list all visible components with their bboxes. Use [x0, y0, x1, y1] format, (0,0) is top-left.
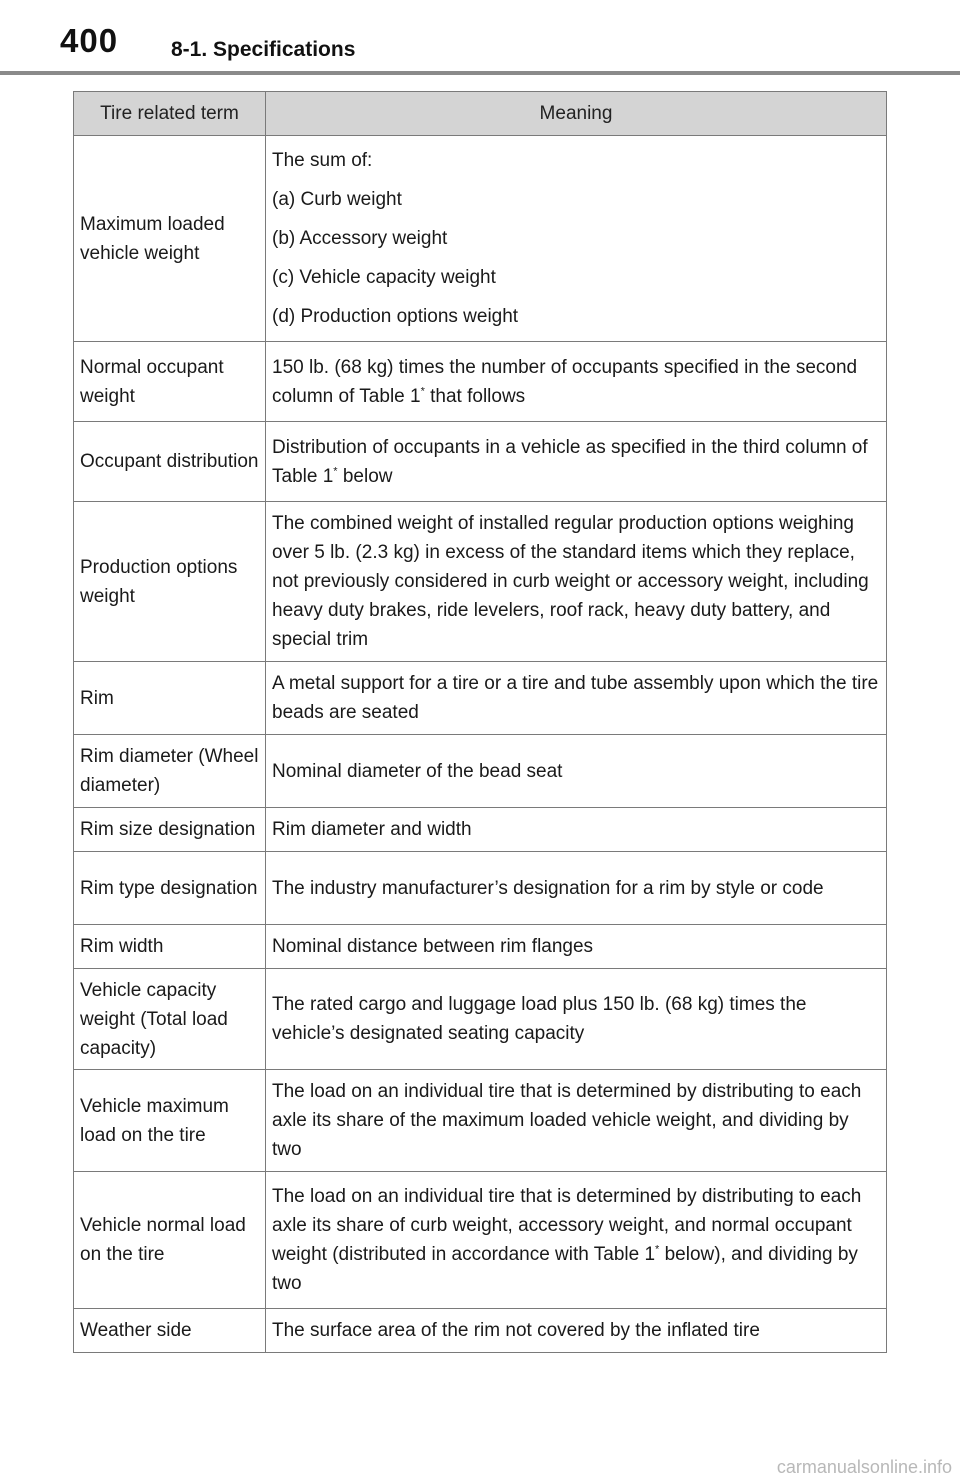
term-cell: Normal occupant weight: [74, 342, 266, 422]
term-cell: Rim type designation: [74, 852, 266, 925]
table-row: [74, 808, 887, 852]
table-header-row: [74, 92, 887, 136]
meaning-text: 150 lb. (68 kg) times the number of occupants specified in the second column of Table 1: [272, 356, 858, 407]
term-cell: Rim diameter (Wheel diameter): [74, 735, 266, 808]
meaning-cell: The surface area of the rim not covered by the inflated tire: [266, 1309, 887, 1353]
table-row: [74, 422, 887, 502]
table-row: [74, 925, 887, 969]
meaning-line: The sum of:: [272, 150, 373, 171]
table-row: [74, 735, 887, 808]
meaning-line: (c) Vehicle capacity weight: [272, 267, 496, 288]
table-row: [74, 502, 887, 662]
term-cell: Rim width: [74, 925, 266, 969]
table-row: [74, 342, 887, 422]
section-title: 8-1. Specifications: [171, 38, 356, 61]
table-row: [74, 1309, 887, 1353]
term-cell: Rim size designation: [74, 808, 266, 852]
tire-terms-table: [73, 91, 887, 1353]
term-cell: Vehicle capacity weight (Total load capacity): [74, 969, 266, 1070]
meaning-text: Distribution of occupants in a vehicle as specified in the third column of Table 1: [272, 436, 868, 487]
meaning-cell: [266, 136, 887, 342]
meaning-line: (d) Production options weight: [272, 306, 519, 327]
footnote-asterisk: *: [420, 385, 425, 398]
meaning-line: (a) Curb weight: [272, 189, 402, 210]
meaning-text-cont: below), and dividing by two: [272, 1244, 858, 1294]
page-number: 400: [60, 22, 119, 59]
meaning-cell: [266, 342, 887, 422]
meaning-cell: Rim diameter and width: [266, 808, 887, 852]
term-cell: Vehicle normal load on the tire: [74, 1172, 266, 1309]
meaning-cell: Nominal diameter of the bead seat: [266, 735, 887, 808]
term-cell: Maximum loaded vehicle weight: [74, 136, 266, 342]
table-row: [74, 136, 887, 342]
meaning-cell: The rated cargo and luggage load plus 150 lb. (68 kg) times the vehicle’s designated seating capacity: [266, 969, 887, 1070]
meaning-cell: [266, 422, 887, 502]
term-cell: Production options weight: [74, 502, 266, 662]
header-divider: [0, 71, 960, 75]
meaning-cell: [266, 1172, 887, 1309]
meaning-text-cont: below: [337, 465, 393, 487]
footnote-asterisk: *: [655, 1243, 660, 1256]
meaning-cell: The industry manufacturer’s designation for a rim by style or code: [266, 852, 887, 925]
meaning-line: (b) Accessory weight: [272, 228, 448, 249]
meaning-cell: The load on an individual tire that is determined by distributing to each axle its share of the maximum loaded vehicle weight, and dividing by two: [266, 1070, 887, 1172]
table-row: [74, 969, 887, 1070]
table-row: [74, 852, 887, 925]
meaning-text-cont: that follows: [424, 385, 526, 407]
column-header-meaning: Meaning: [266, 92, 887, 136]
meaning-cell: Nominal distance between rim flanges: [266, 925, 887, 969]
meaning-cell: The combined weight of installed regular production options weighing over 5 lb. (2.3 kg) in excess of the standard items which they replace, not previously considered in curb weight or accessory weight, including heavy duty brakes, ride levelers, roof rack, heavy duty battery, and special trim: [266, 502, 887, 662]
column-header-term: Tire related term: [74, 92, 266, 136]
footnote-asterisk: *: [333, 465, 338, 478]
table-row: [74, 1070, 887, 1172]
watermark: carmanualsonline.info: [776, 1457, 952, 1477]
term-cell: Vehicle maximum load on the tire: [74, 1070, 266, 1172]
table-row: [74, 1172, 887, 1309]
term-cell: Weather side: [74, 1309, 266, 1353]
term-cell: Rim: [74, 662, 266, 735]
table-row: [74, 662, 887, 735]
term-cell: Occupant distribution: [74, 422, 266, 502]
meaning-cell: A metal support for a tire or a tire and tube assembly upon which the tire beads are seated: [266, 662, 887, 735]
meaning-text: The load on an individual tire that is determined by distributing to each axle its share of curb weight, accessory weight, and normal occupant weight (distributed in accordance with Table 1: [272, 1186, 862, 1265]
page-header: [0, 0, 960, 76]
